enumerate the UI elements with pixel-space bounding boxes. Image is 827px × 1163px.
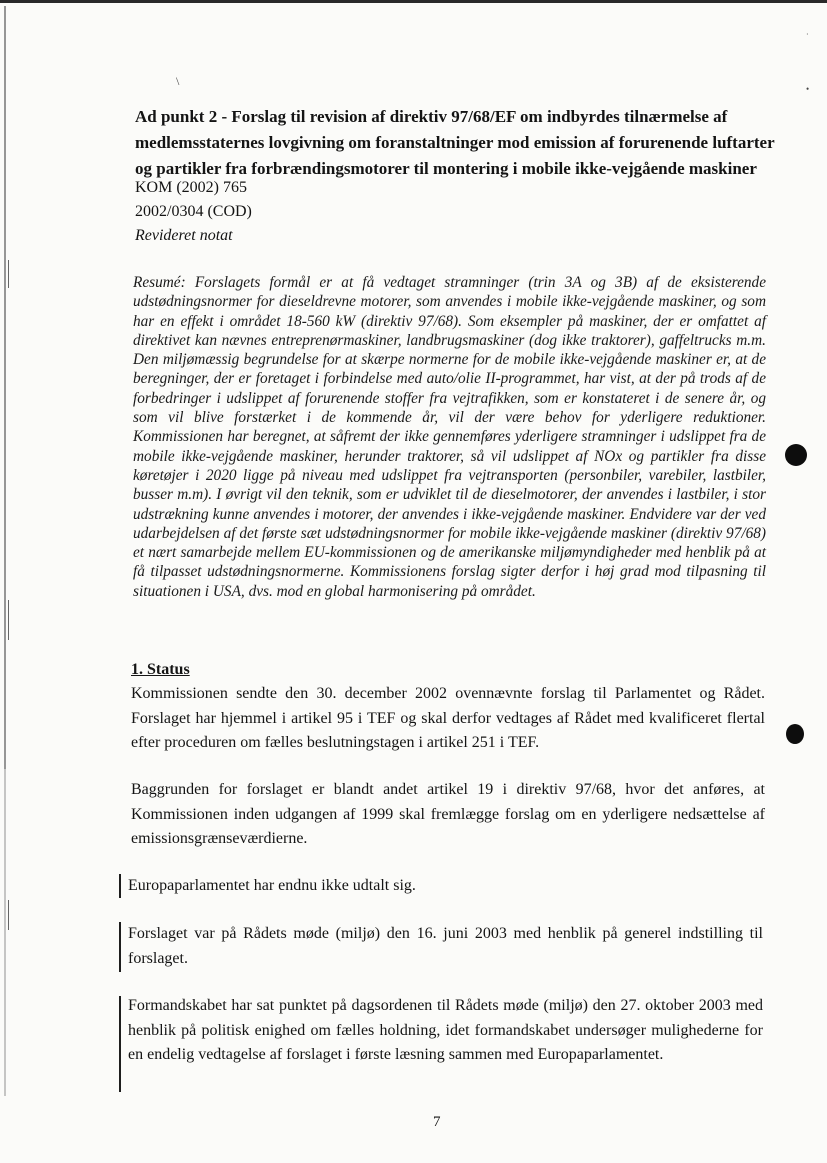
scan-left-edge (4, 6, 6, 1096)
scan-top-border (0, 0, 827, 3)
document-reference: KOM (2002) 765 (135, 179, 247, 196)
scan-mark (8, 600, 9, 640)
procedure-number: 2002/0304 (COD) (135, 203, 252, 220)
scan-speck: · (806, 30, 809, 39)
resume-paragraph: Resumé: Forslagets formål er at få vedtaget stramninger (trin 3A og 3B) af de eksisterende udstødningsnormer for dieseldrevne motorer, som anvendes i mobile ikke-vejgående maskiner, og som har en effekt i området 18-560 kW (direktiv 97/68). Som eksempler på maskiner, der er omfattet af direktivet kan nævnes entreprenørmaskiner, landbrugsmaskiner (dog ikke traktorer), gaffeltrucks m.m. Den miljømæssig begrundelse for at skærpe normerne for de mobile ikke-vejgående maskiner er, at de beregninger, der er foretaget i forbindelse med auto/olie II-programmet, har vist, at der på trods af de forbedringer i udslippet af forurenende stoffer fra vejtrafikken, som er konstateret i de senere år, og som vil blive forstærket i de kommende år, vil der være behov for yderligere reduktioner. Kommissionen har beregnet, at såfremt der ikke gennemføres yderligere stramninger i udslippet fra de mobile ikke-vejgående maskiner, herunder traktorer, så vil udslippet af NOx og partikler fra disse køretøjer i 2020 ligge på niveau med udslippet fra vejtransporten (personbiler, varebiler, lastbiler, busser m.m). I øvrigt vil den teknik, som er udviklet til de dieselmotorer, der anvendes i lastbiler, i stor udstrækning kunne anvendes i motorer, der anvendes i ikke-vejgående maskiner. Endvidere var der ved udarbejdelsen af det første sæt udstødningsnormer for mobile ikke-vejgående maskiner (direktiv 97/68) et nært samarbejde mellem EU-kommissionen og de amerikanske miljømyndigheder med henblik på at få tilpasset udstødningsnormerne. Kommissionens forslag sigter derfor i høj grad mod tilpasning til situationen i USA, dvs. mod en global harmonisering på området. (133, 274, 766, 600)
section-heading-status: 1. Status (131, 661, 190, 678)
status-paragraph: Europaparlamentet har endnu ikke udtalt sig. (128, 877, 416, 894)
note-type: Revideret notat (135, 227, 233, 244)
revision-bar (119, 874, 121, 898)
binder-hole-mark (786, 724, 804, 744)
status-paragraph: Kommissionen sendte den 30. december 2002 ovennævnte forslag til Parlamentet og Rådet. Forslaget har hjemmel i artikel 95 i TEF og skal derfor vedtages af Rådet med kvalificeret flertal efter proceduren om fælles beslutningstagen i artikel 251 i TEF. (131, 685, 765, 751)
document-title: Ad punkt 2 - Forslag til revision af direktiv 97/68/EF om indbyrdes tilnærmelse af medlemsstaternes lovgivning om foranstaltninger mod emission af forurenende luftarter og partikler fra forbrændingsmotorer til montering i mobile ikke-vejgående maskiner (135, 107, 775, 178)
scan-speck: • (806, 84, 810, 94)
scan-speck: \ (176, 74, 180, 88)
status-paragraph: Forslaget var på Rådets møde (miljø) den 16. juni 2003 med henblik på generel indstilling til forslaget. (128, 925, 763, 967)
status-paragraph: Baggrunden for forslaget er blandt andet artikel 19 i direktiv 97/68, hvor det anføres, at Kommissionen inden udgangen af 1999 skal fremlægge forslag om en yderligere nedsættelse af emissionsgrænseværdierne. (131, 781, 765, 847)
page-number: 7 (433, 1114, 441, 1130)
revision-bar (119, 922, 121, 972)
revision-bar (119, 996, 121, 1092)
status-paragraph: Formandskabet har sat punktet på dagsordenen til Rådets møde (miljø) den 27. oktober 2003 med henblik på politisk enighed om fælles holdning, idet formandskabet undersøger mulighederne for en endelig vedtagelse af forslaget i første læsning sammen med Europaparlamentet. (128, 997, 763, 1063)
scan-mark (8, 260, 9, 288)
scan-mark (8, 900, 9, 930)
binder-hole-mark (785, 444, 807, 466)
